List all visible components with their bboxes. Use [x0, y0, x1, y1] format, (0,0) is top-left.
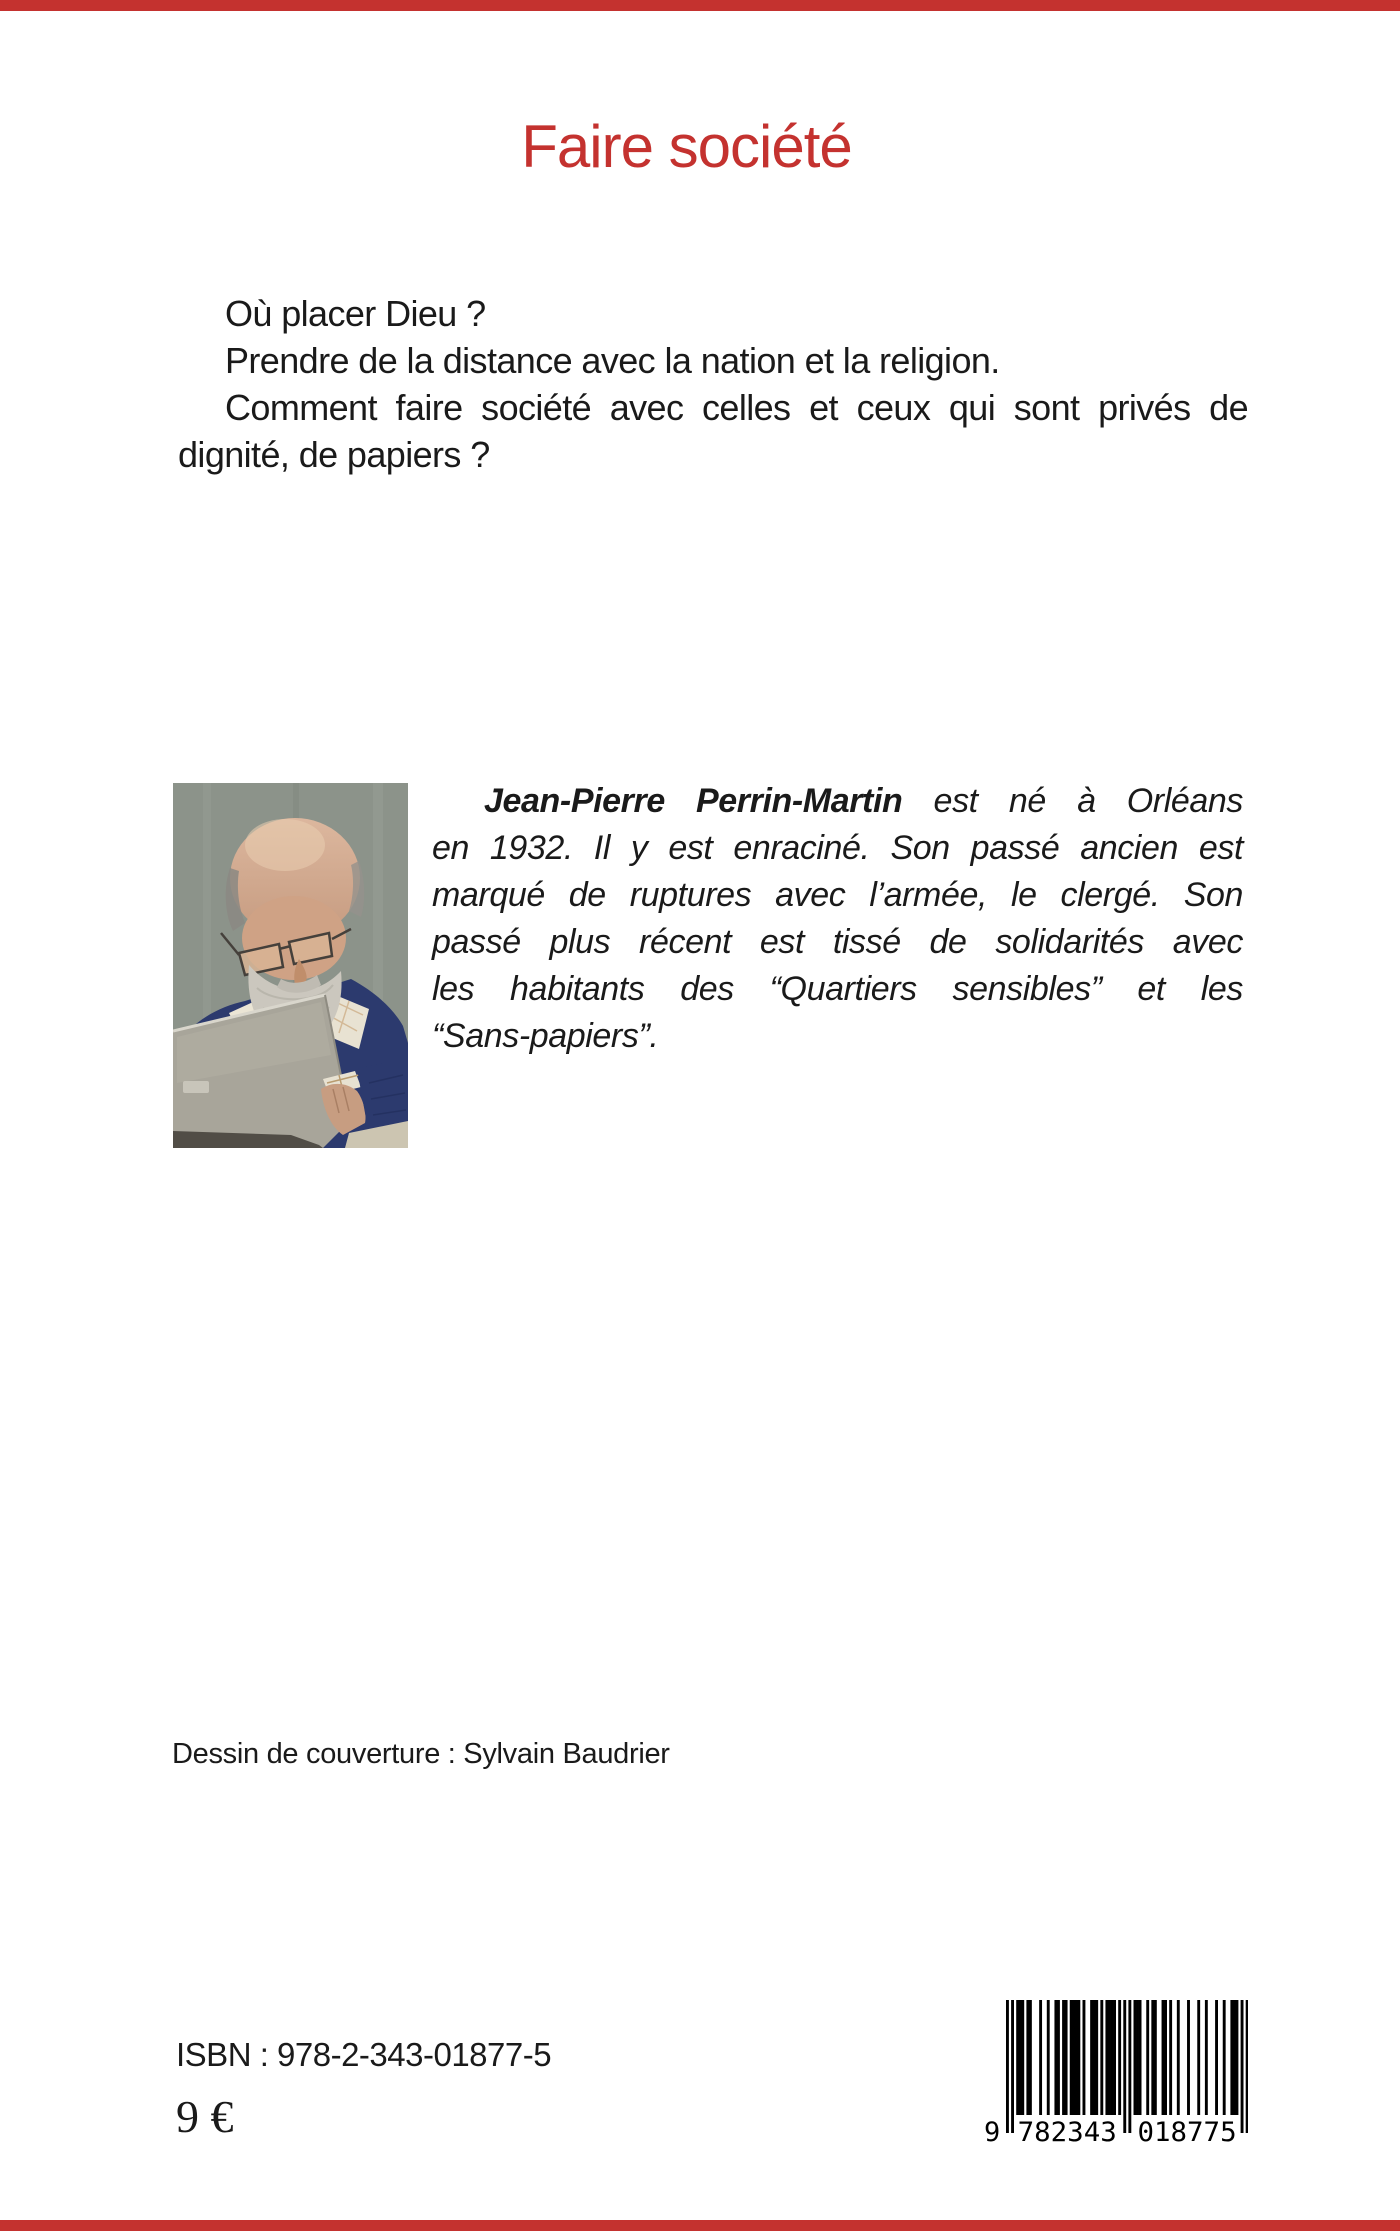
bottom-red-bar [0, 2220, 1400, 2231]
barcode-digits-right: 018775 [1137, 2117, 1237, 2146]
book-title: Faire société [521, 113, 852, 180]
text-line: Comment faire société avec celles et ceux qui sont privés de [225, 387, 1248, 428]
cover-credit: Dessin de couverture : Sylvain Baudrier [172, 1738, 670, 1770]
text-line: passé plus récent est tissé de solidarités avec [432, 923, 1243, 961]
top-red-bar [0, 0, 1400, 11]
author-photo [173, 783, 408, 1148]
price-text: 9 € [176, 2091, 234, 2142]
ean13-barcode [980, 2000, 1248, 2146]
text-line: Où placer Dieu ? [225, 293, 486, 334]
isbn-text: ISBN : 978-2-343-01877-5 [176, 2036, 552, 2073]
text-line: Prendre de la distance avec la nation et la religion. [225, 340, 1000, 381]
text-line: marqué de ruptures avec l’armée, le clergé. Son [432, 876, 1243, 914]
intro-text [178, 290, 1248, 478]
text-line: en 1932. Il y est enraciné. Son passé ancien est [432, 829, 1243, 867]
author-name: Jean-Pierre Perrin-Martin [484, 782, 903, 820]
text-line: dignité, de papiers ? [178, 434, 490, 475]
text-line: “Sans-papiers”. [432, 1017, 659, 1055]
text-line: les habitants des “Quartiers sensibles” et les [432, 970, 1243, 1008]
text-line: Jean-Pierre Perrin-Martin est né à Orléans [484, 782, 1243, 820]
barcode-digits-left: 782343 [1017, 2117, 1117, 2146]
barcode-digit-first: 9 [984, 2117, 1001, 2146]
author-bio-text [432, 778, 1243, 1060]
